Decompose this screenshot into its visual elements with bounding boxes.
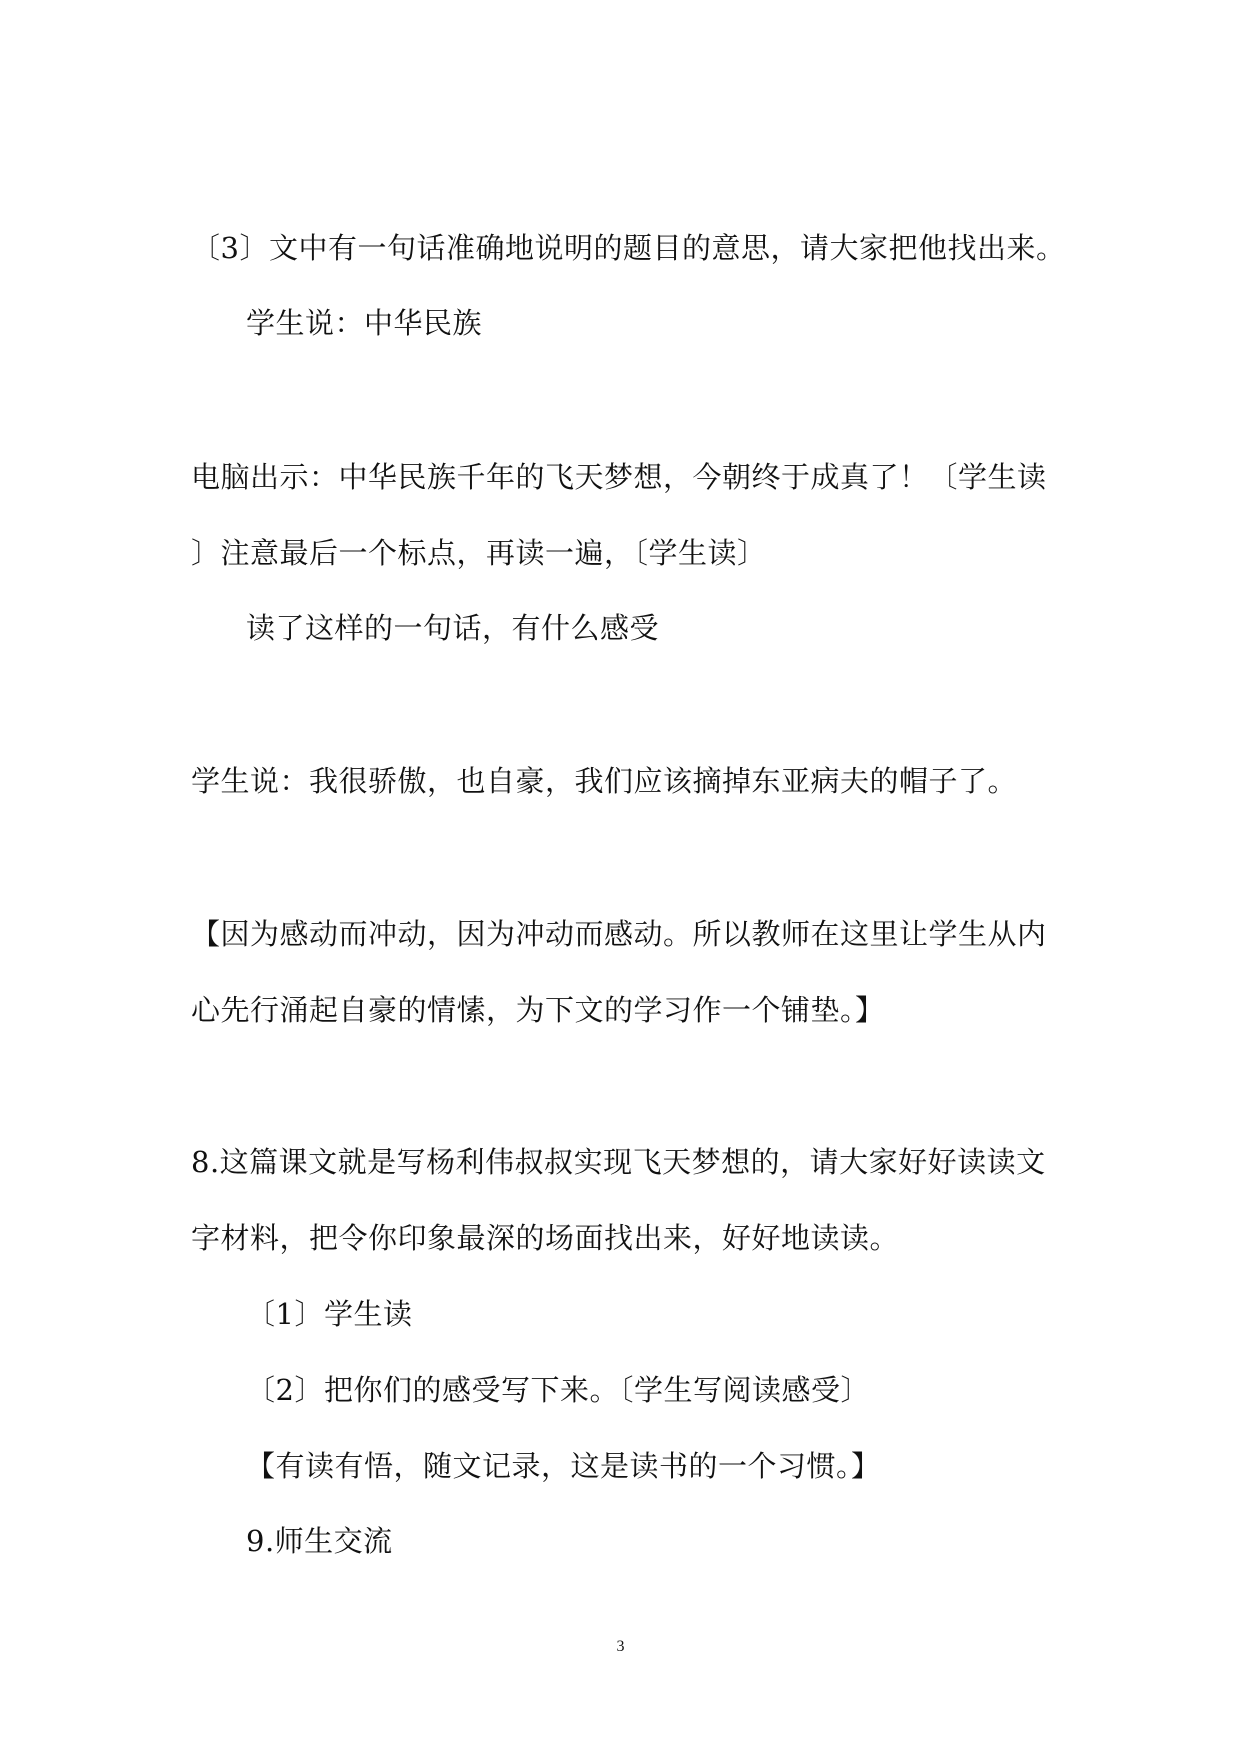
- paragraph-line-computer-display-cont: 〕注意最后一个标点，再读一遍，〔学生读〕: [191, 536, 767, 570]
- paragraph-line-teacher-note-1-cont: 心先行涌起自豪的情愫，为下文的学习作一个铺垫。】: [191, 993, 885, 1027]
- paragraph-line-computer-display: 电脑出示：中华民族千年的飞天梦想，今朝终于成真了！〔学生读: [191, 460, 1047, 494]
- paragraph-line-feeling-question: 读了这样的一句话，有什么感受: [246, 611, 660, 645]
- paragraph-line-teacher-note-1: 【因为感动而冲动，因为冲动而感动。所以教师在这里让学生从内: [191, 917, 1047, 951]
- page-number: 3: [616, 1638, 625, 1655]
- paragraph-line-step-9: 9.师生交流: [246, 1524, 393, 1558]
- paragraph-line-substep-2: 〔2〕把你们的感受写下来。〔学生写阅读感受〕: [246, 1373, 870, 1407]
- paragraph-line-student-pride: 学生说：我很骄傲，也自豪，我们应该摘掉东亚病夫的帽子了。: [191, 764, 1018, 798]
- paragraph-line-step-8: 8.这篇课文就是写杨利伟叔叔实现飞天梦想的，请大家好好读读文: [191, 1145, 1046, 1179]
- paragraph-line-step-8-cont: 字材料，把令你印象最深的场面找出来，好好地读读。: [191, 1221, 900, 1255]
- paragraph-line-substep-1: 〔1〕学生读: [246, 1297, 413, 1331]
- paragraph-line-question-3: 〔3〕文中有一句话准确地说明的题目的意思，请大家把他找出来。: [191, 231, 1066, 265]
- paragraph-line-student-answer: 学生说：中华民族: [246, 306, 483, 340]
- paragraph-line-teacher-note-2: 【有读有悟，随文记录，这是读书的一个习惯。】: [246, 1449, 881, 1483]
